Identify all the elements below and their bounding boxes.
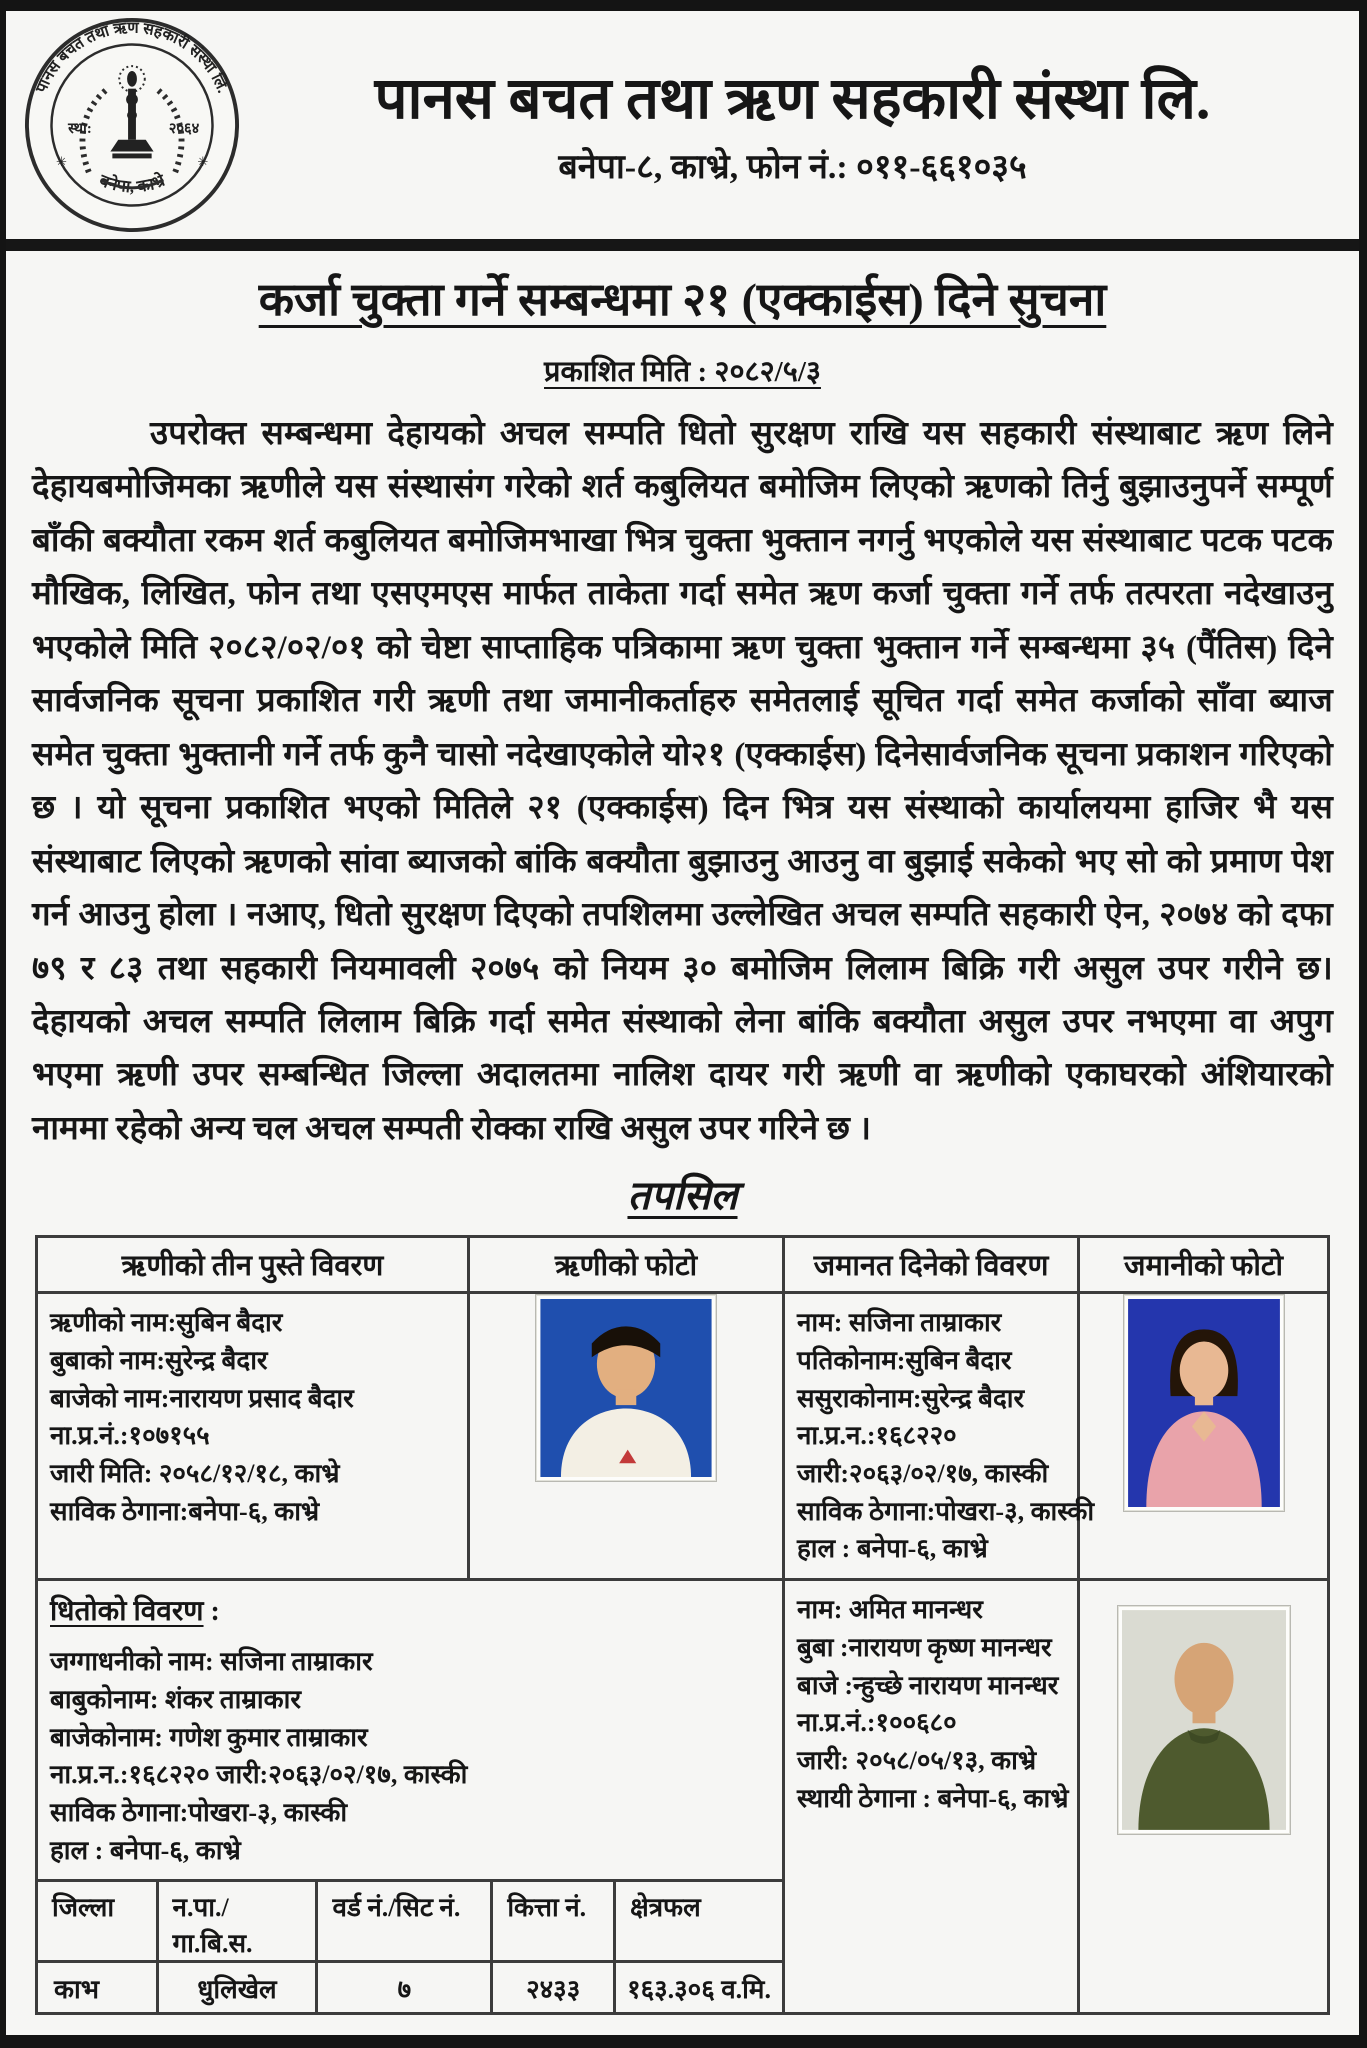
- guarantor2-portrait-svg: [1122, 1610, 1286, 1830]
- table-header-row: [37, 1237, 1329, 1293]
- header-text: [248, 66, 1345, 189]
- collateral-heading-suffix: :: [203, 1596, 220, 1628]
- col-header-guarantor-details: जमानत दिनेको विवरण: [784, 1237, 1079, 1293]
- land-ward-value: ७: [317, 1962, 492, 2012]
- collateral-details-cell: [37, 1580, 784, 1881]
- guarantor2-photo: [1117, 1605, 1291, 1835]
- notice-title: कर्जा चुक्ता गर्ने सम्बन्धमा २१ (एक्काईस) दिने सुचना: [258, 274, 1107, 325]
- detail-line: ऋणीको नाम:सुबिन बैदार: [50, 1308, 283, 1338]
- borrower-photo: [535, 1294, 717, 1482]
- guarantor2-photo-cell: [1079, 1580, 1329, 2014]
- detail-line: ना.प्र.नं.:१००६८०: [797, 1708, 957, 1738]
- detail-line: साविक ठेगाना:पोखरा-३, कास्की: [50, 1797, 348, 1827]
- detail-line: ना.प्र.न.:१६८२२० जारी:२०६३/०२/१७, कास्की: [50, 1760, 468, 1790]
- seal-bottom-text: बनेपा, काभ्रे: [96, 170, 168, 196]
- detail-line: बुबा :नारायण कृष्ण मानन्धर: [797, 1632, 1052, 1662]
- org-seal-logo: [24, 17, 248, 238]
- detail-line: नाम: सजिना ताम्राकार: [797, 1308, 1002, 1338]
- land-col-municipality: न.पा./गा.बि.स.: [157, 1882, 317, 1962]
- land-value-row: [38, 1962, 782, 2012]
- borrower-details-cell: [37, 1293, 469, 1580]
- guarantor1-portrait-svg: [1128, 1299, 1280, 1507]
- collateral-heading: [50, 1591, 770, 1629]
- table-row: [37, 1580, 1329, 1881]
- col-header-guarantor-photo: जमानीको फोटो: [1079, 1237, 1329, 1293]
- detail-line: नाम: अमित मानन्धर: [797, 1595, 983, 1625]
- detail-line: जारी: २०५८/०५/१३, काभ्रे: [797, 1745, 1037, 1775]
- detail-line: साविक ठेगाना:बनेपा-६, काभ्रे: [50, 1496, 320, 1526]
- land-table: [38, 1882, 782, 2012]
- tapsil-heading: तपसिल: [627, 1173, 738, 1219]
- detail-line: ना.प्र.न.:१६८२२०: [797, 1421, 957, 1451]
- header: [6, 11, 1359, 239]
- col-header-borrower-details: ऋणीको तीन पुस्ते विवरण: [37, 1237, 469, 1293]
- collateral-heading-text: धितोको विवरण: [50, 1596, 204, 1628]
- published-date: प्रकाशित मिति : २०८२/५/३: [544, 356, 821, 388]
- land-plot-value: २४३३: [492, 1962, 615, 2012]
- seal-ring-text: पानस बचत तथा ऋण सहकारी संस्था लि.: [32, 19, 232, 95]
- detail-line: ना.प्र.नं.:१०७१५५: [50, 1421, 210, 1451]
- collateral-lines: [50, 1643, 770, 1869]
- land-col-district: जिल्ला: [38, 1882, 157, 1962]
- detail-line: हाल : बनेपा-६, काभ्रे: [797, 1534, 988, 1564]
- notice-body: उपरोक्त सम्बन्धमा देहायको अचल सम्पति धितो सुरक्षण राखि यस सहकारी संस्थाबाट ऋण लिने देहायबमोजिमका ऋणीले यस संस्थासंग गरेको शर्त कबुलियत बमोजिम लिएको ऋणको तिर्नु बुझाउनुपर्ने सम्पूर्ण बाँकी बक्यौता रकम शर्त कबुलियत बमोजिमभाखा भित्र चुक्ता भुक्तान नगर्नु भएकोले यस संस्थाबाट पटक पटक मौखिक, लिखित, फोन तथा एसएमएस मार्फत ताकेता गर्दा समेत ऋण कर्जा चुक्ता गर्ने तर्फ तत्परता नदेखाउनु भएकोले मिति २०८२/०२/०१ को चेष्टा साप्ताहिक पत्रिकामा ऋण चुक्ता भुक्तान गर्ने सम्बन्धमा ३५ (पैंतिस) दिने सार्वजनिक सूचना प्रकाशित गरी ऋणी तथा जमानीकर्ताहरु समेतलाई सूचित गर्दा समेत कर्जाको साँवा ब्याज समेत चुक्ता भुक्तानी गर्ने तर्फ कुनै चासो नदेखाएकोले यो२१ (एक्काईस) दिनेसार्वजनिक सूचना प्रकाशन गरिएको छ । यो सूचना प्रकाशित भएको मितिले २१ (एक्काईस) दिन भित्र यस संस्थाको कार्यालयमा हाजिर भै यस संस्थाबाट लिएको ऋणको सांवा ब्याजको बांकि बक्यौता बुझाउनु आउनु वा बुझाई सकेको भए सो को प्रमाण पेश गर्न आउनु होला । नआए, धितो सुरक्षण दिएको तपशिलमा उल्लेखित अचल सम्पति सहकारी ऐन, २०७४ को दफा ७९ र ८३ तथा सहकारी नियमावली २०७५ को नियम ३० बमोजिम लिलाम बिक्रि गरी असुल उपर गरीने छ। देहायको अचल सम्पति लिलाम बिक्रि गर्दा समेत संस्थाको लेना बांकि बक्यौता असुल उपर नभएमा वा अपुग भएमा ऋणी उपर सम्बन्धित जिल्ला अदालतमा नालिश दायर गरी ऋणी वा ऋणीको एकाघरको अंशियारको नाममा रहेको अन्य चल अचल सम्पती रोक्का राखि असुल उपर गरिने छ ।: [32, 416, 1333, 1147]
- land-col-area: क्षेत्रफल: [615, 1882, 782, 1962]
- details-table: [35, 1235, 1330, 2014]
- land-area-value: १६३.३०६ व.मि.: [615, 1962, 782, 2012]
- org-address-phone: बनेपा-८, काभ्रे, फोन नं.: ०११-६६१०३५: [558, 149, 1027, 187]
- seal-star-right-icon: ✳: [197, 154, 209, 169]
- seal-star-left-icon: ✳: [55, 154, 67, 169]
- table-row: [37, 1293, 1329, 1580]
- guarantor1-photo-cell: [1079, 1293, 1329, 1580]
- detail-line: जग्गाधनीको नाम: सजिना ताम्राकार: [50, 1647, 373, 1677]
- land-district-value: काभ: [38, 1962, 157, 2012]
- detail-line: बाजेको नाम:नारायण प्रसाद बैदार: [50, 1383, 354, 1413]
- detail-line: बाजेकोनाम: गणेश कुमार ताम्राकार: [50, 1722, 368, 1752]
- guarantor2-details-cell: [784, 1580, 1079, 2014]
- land-col-ward: वर्ड नं./सिट नं.: [317, 1882, 492, 1962]
- land-col-plot: कित्ता नं.: [492, 1882, 615, 1962]
- detail-line: स्थायी ठेगाना : बनेपा-६, काभ्रे: [797, 1783, 1069, 1813]
- borrower-portrait-svg: [540, 1299, 712, 1477]
- detail-line: बुबाको नाम:सुरेन्द्र बैदार: [50, 1346, 268, 1376]
- detail-line: बाजे :न्हुच्छे नारायण मानन्धर: [797, 1670, 1059, 1700]
- header-divider: [6, 239, 1359, 251]
- detail-line: पतिकोनाम:सुबिन बैदार: [797, 1346, 1012, 1376]
- detail-line: जारी:२०६३/०२/१७, कास्की: [797, 1459, 1049, 1489]
- land-table-cell: [37, 1881, 784, 2014]
- seal-est-label: स्था:: [68, 120, 92, 137]
- detail-line: हाल : बनेपा-६, काभ्रे: [50, 1835, 241, 1865]
- detail-line: जारी मिति: २०५८/१२/१८, काभ्रे: [50, 1459, 340, 1489]
- org-name: पानस बचत तथा ऋण सहकारी संस्था लि.: [374, 65, 1211, 131]
- guarantor1-details-cell: [784, 1293, 1095, 1580]
- detail-line: ससुराकोनाम:सुरेन्द्र बैदार: [797, 1383, 1025, 1413]
- land-header-row: [38, 1882, 782, 1962]
- land-municipality-value: धुलिखेल: [157, 1962, 317, 2012]
- col-header-borrower-photo: ऋणीको फोटो: [469, 1237, 784, 1293]
- detail-line: बाबुकोनाम: शंकर ताम्राकार: [50, 1684, 301, 1714]
- seal-est-year: २०६४: [168, 120, 200, 137]
- borrower-photo-cell: [469, 1293, 784, 1580]
- guarantor1-photo: [1123, 1294, 1285, 1512]
- detail-line: साविक ठेगाना:पोखरा-३, कास्की: [797, 1496, 1095, 1526]
- seal-svg: [24, 17, 240, 233]
